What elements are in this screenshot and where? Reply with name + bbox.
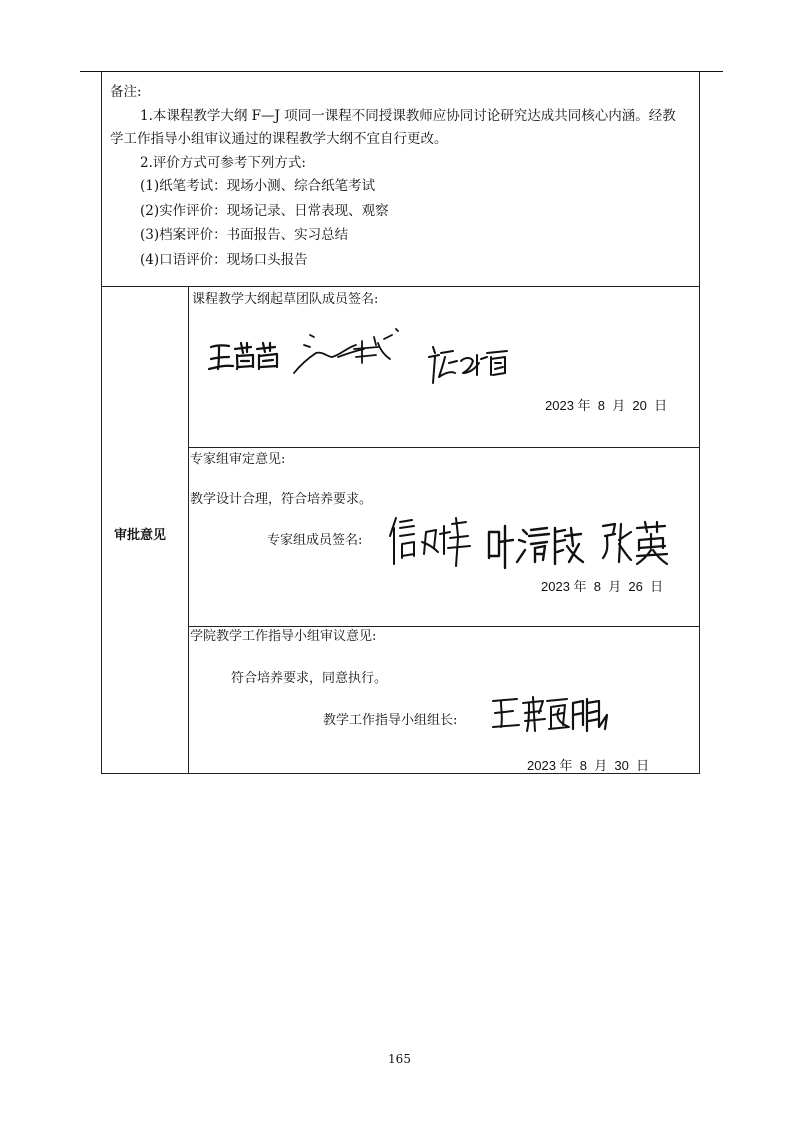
notes-item: (2)实作评价：现场记录、日常表现、观察 — [140, 203, 389, 219]
notes-cell — [101, 72, 700, 287]
expert-title: 专家组审定意见: — [190, 452, 286, 467]
notes-heading: 备注: — [110, 84, 142, 100]
expert-opinion: 教学设计合理，符合培养要求。 — [190, 492, 373, 507]
approval-label-cell — [101, 286, 189, 774]
college-group-cell — [188, 626, 700, 774]
expert-signature-2 — [485, 522, 585, 570]
notes-line-2: 学工作指导小组审议通过的课程教学大纲不宜自行更改。 — [110, 131, 448, 147]
college-date: 2023 年 8 月 30 日 — [527, 758, 650, 773]
notes-line-3: 2.评价方式可参考下列方式: — [140, 155, 306, 171]
drafting-date: 2023 年 8 月 20 日 — [545, 398, 668, 413]
drafting-team-cell — [188, 286, 700, 448]
college-title: 学院教学工作指导小组审议意见: — [190, 629, 377, 644]
college-signature — [489, 695, 611, 735]
notes-line-1: 1.本课程教学大纲 F—J 项同一课程不同授课教师应协同讨论研究达成共同核心内涵。经教 — [140, 108, 676, 124]
expert-sign-label: 专家组成员签名: — [267, 533, 363, 548]
drafting-title: 课程教学大纲起草团队成员签名: — [192, 292, 379, 307]
page-number: 165 — [388, 1052, 411, 1066]
expert-signature-1 — [386, 514, 476, 570]
notes-item: (1)纸笔考试：现场小测、综合纸笔考试 — [140, 178, 376, 194]
approval-label: 审批意见 — [114, 528, 167, 543]
drafting-signature-1 — [207, 339, 287, 379]
expert-signature-3 — [599, 518, 669, 566]
expert-date: 2023 年 8 月 26 日 — [541, 579, 664, 594]
notes-item: (3)档案评价：书面报告、实习总结 — [140, 227, 349, 243]
notes-item: (4)口语评价：现场口头报告 — [140, 252, 308, 268]
college-sign-label: 教学工作指导小组组长: — [323, 713, 458, 728]
college-opinion: 符合培养要求，同意执行。 — [231, 671, 388, 686]
expert-group-cell — [188, 447, 700, 627]
drafting-signature-3 — [425, 343, 515, 389]
drafting-signature-2 — [292, 327, 407, 377]
